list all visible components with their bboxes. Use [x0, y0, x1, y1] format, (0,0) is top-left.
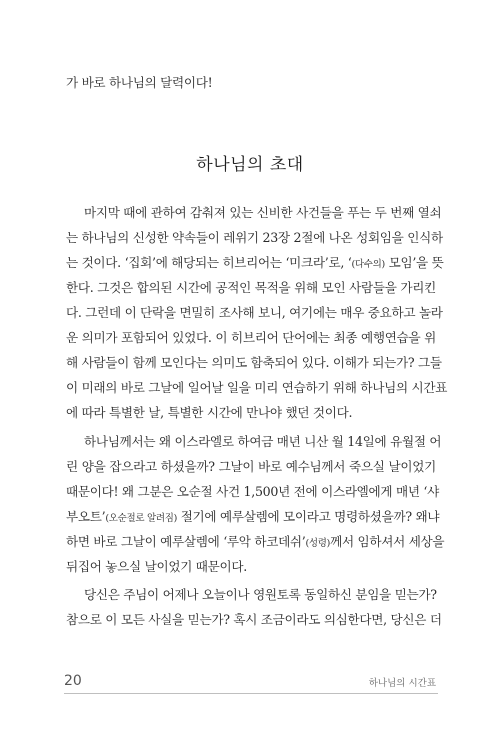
body-line: 는 하나님의 신성한 약속들이 레위기 23장 2절에 나온 성회임을 인식하 — [66, 230, 443, 245]
body-line: 린 양을 잡으라고 하셨을까? 그날이 바로 예수님께서 죽으실 날이었기 — [66, 459, 436, 474]
running-footer-title: 하나님의 시간표 — [368, 678, 436, 689]
opening-line: 가 바로 하나님의 달력이다! — [66, 75, 213, 90]
page-number: 20 — [64, 673, 82, 689]
body-line: 뒤집어 놓으실 날이었기 때문이다. — [66, 559, 247, 574]
body-line: 하나님께서는 왜 이스라엘로 하여금 매년 니산 월 14일에 유월절 어 — [84, 434, 442, 449]
body-line: 마지막 때에 관하여 감춰져 있는 신비한 사건들을 푸는 두 번째 열쇠 — [84, 205, 442, 220]
body-line: 에 따라 특별한 날, 특별한 시간에 만나야 했던 것이다. — [66, 405, 353, 420]
footer-divider — [64, 693, 438, 694]
body-line: 해 사람들이 함께 모인다는 의미도 함축되어 있다. 이해가 되는가? 그들 — [66, 355, 442, 370]
body-line: 한다. 그것은 합의된 시간에 공적인 목적을 위해 모인 사람들을 가리킨 — [66, 280, 436, 295]
body-line: 부오트’(오순절로 알려짐) 절기에 예루살렘에 모이라고 명령하셨을까? 왜냐 — [66, 509, 440, 524]
body-line: 하면 바로 그날이 예루살렘에 ‘루악 하코데쉬’(성령)께서 임하셔서 세상을 — [66, 534, 445, 549]
body-line: 는 것이다. ‘집회’에 해당되는 히브리어는 ‘미크라’로, ‘(다수의) 모임’을 뜻 — [66, 255, 444, 270]
body-line: 운 의미가 포함되어 있었다. 이 히브리어 단어에는 최종 예행연습을 위 — [66, 330, 436, 345]
body-line: 다. 그런데 이 단락을 면밀히 조사해 보니, 여기에는 매우 중요하고 놀라 — [66, 305, 443, 320]
body-line: 때문이다! 왜 그분은 오순절 사건 1,500년 전에 이스라엘에게 매년 ‘샤 — [66, 484, 439, 499]
body-line: 참으로 이 모든 사실을 믿는가? 혹시 조금이라도 의심한다면, 당신은 더 — [66, 612, 442, 627]
body-line: 이 미래의 바로 그날에 일어날 일을 미리 연습하기 위해 하나님의 시간표 — [66, 380, 448, 395]
section-heading: 하나님의 초대 — [196, 155, 304, 175]
body-line: 당신은 주님이 어제나 오늘이나 영원토록 동일하신 분임을 믿는가? — [84, 587, 437, 602]
